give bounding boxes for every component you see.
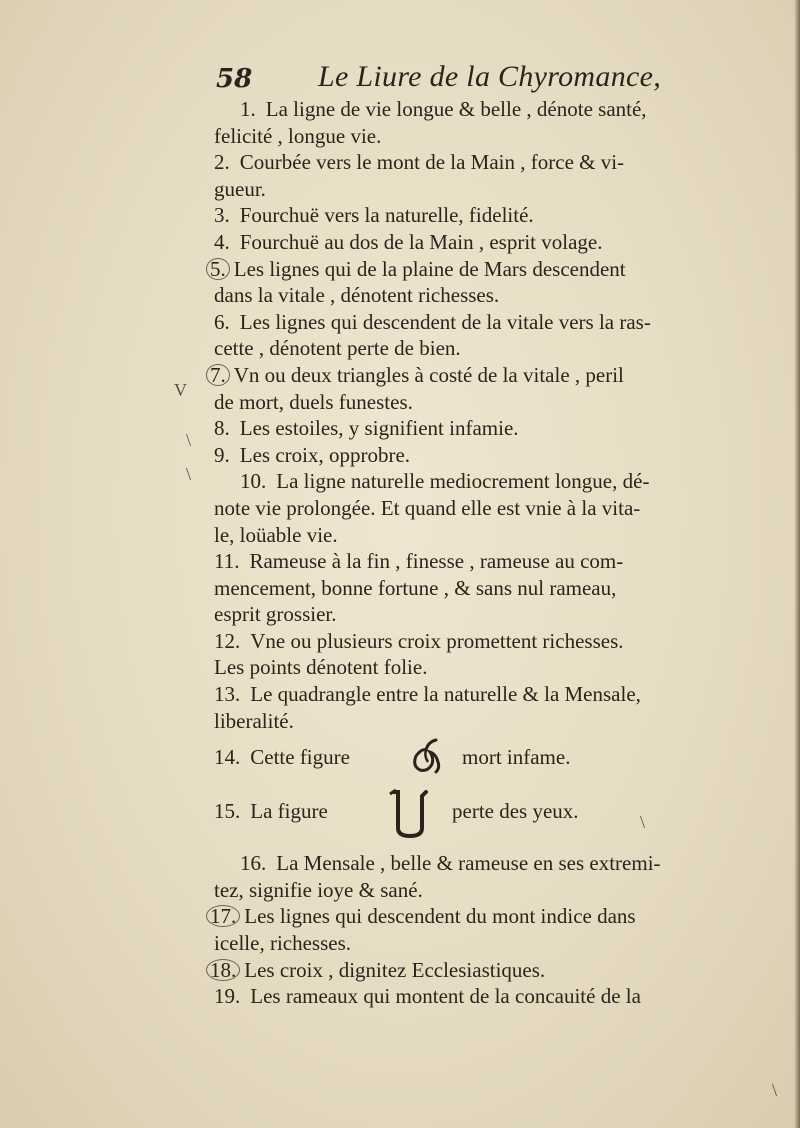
page-header: [0, 58, 800, 98]
text-line: note vie prolongée. Et quand elle est vnie à la vita-: [214, 495, 641, 520]
running-title: Le Liure de la Chyromance,: [318, 60, 662, 93]
circled-number: 5.: [206, 258, 230, 280]
text-line: 19. Les rameaux qui montent de la concauité de la: [214, 984, 641, 1009]
text-line: icelle, richesses.: [214, 931, 352, 956]
circled-number: 18.: [206, 959, 240, 981]
circled-number: 17.: [206, 905, 240, 927]
text-line: 9. Les croix, opprobre.: [214, 442, 411, 467]
text-line: de mort, duels funestes.: [214, 389, 413, 414]
text-line: dans la vitale , dénotent richesses.: [214, 283, 500, 308]
page-number: 58: [216, 64, 253, 94]
text-line: liberalité.: [214, 708, 294, 733]
palm-sign-alpha-icon: [406, 734, 448, 783]
text-line: gueur.: [214, 176, 266, 201]
text-line: le, loüable vie.: [214, 522, 338, 547]
figure-15-row: [214, 788, 784, 844]
figure-14-label: 14. Cette figure: [214, 745, 350, 770]
margin-mark: V: [174, 380, 187, 400]
text-line: 18. Les croix , dignitez Ecclesiastiques.: [214, 957, 784, 984]
text-line: 3. Fourchuë vers la naturelle, fidelité.: [214, 203, 534, 228]
margin-mark: \: [186, 430, 192, 450]
text-line: 1. La ligne de vie longue & belle , dénote santé,: [240, 97, 647, 121]
body-text: [210, 96, 784, 1010]
text-line: 5. Les lignes qui de la plaine de Mars descendent: [214, 256, 784, 283]
margin-mark: \: [186, 464, 192, 484]
text-line: 12. Vne ou plusieurs croix promettent richesses.: [214, 628, 624, 653]
text-line: Les points dénotent folie.: [214, 655, 428, 680]
text-line: 2. Courbée vers le mont de la Main , force & vi-: [214, 150, 625, 175]
figure-14-meaning: mort infame.: [462, 745, 571, 770]
text-line: 6. Les lignes qui descendent de la vitale vers la ras-: [214, 309, 651, 334]
page-edge-shadow: [794, 0, 800, 1128]
text-line: 4. Fourchuë au dos de la Main , esprit volage.: [214, 229, 603, 254]
text-line: 10. La ligne naturelle mediocrement longue, dé-: [240, 469, 650, 494]
text-line: felicité , longue vie.: [214, 123, 382, 148]
figure-14-row: [214, 736, 784, 778]
text-line: tez, signifie ioye & sané.: [214, 877, 423, 902]
text-line: 7. Vn ou deux triangles à costé de la vitale , peril: [214, 362, 784, 389]
figure-15-label: 15. La figure: [214, 799, 328, 824]
circled-number: 7.: [206, 364, 230, 386]
margin-mark: \: [640, 812, 646, 832]
text-line: 8. Les estoiles, y signifient infamie.: [214, 416, 519, 441]
text-line: 16. La Mensale , belle & rameuse en ses extremi-: [240, 851, 661, 876]
text-line: mencement, bonne fortune , & sans nul rameau,: [214, 575, 617, 600]
text-line: cette , dénotent perte de bien.: [214, 336, 461, 361]
figure-15-meaning: perte des yeux.: [452, 799, 579, 824]
text-line: 11. Rameuse à la fin , finesse , rameuse au com-: [214, 549, 624, 574]
text-line: 17. Les lignes qui descendent du mont indice dans: [214, 903, 784, 930]
margin-mark: \: [772, 1080, 778, 1100]
palm-sign-u-icon: [384, 788, 436, 849]
text-line: 13. Le quadrangle entre la naturelle & la Mensale,: [214, 682, 641, 707]
text-line: esprit grossier.: [214, 602, 337, 627]
